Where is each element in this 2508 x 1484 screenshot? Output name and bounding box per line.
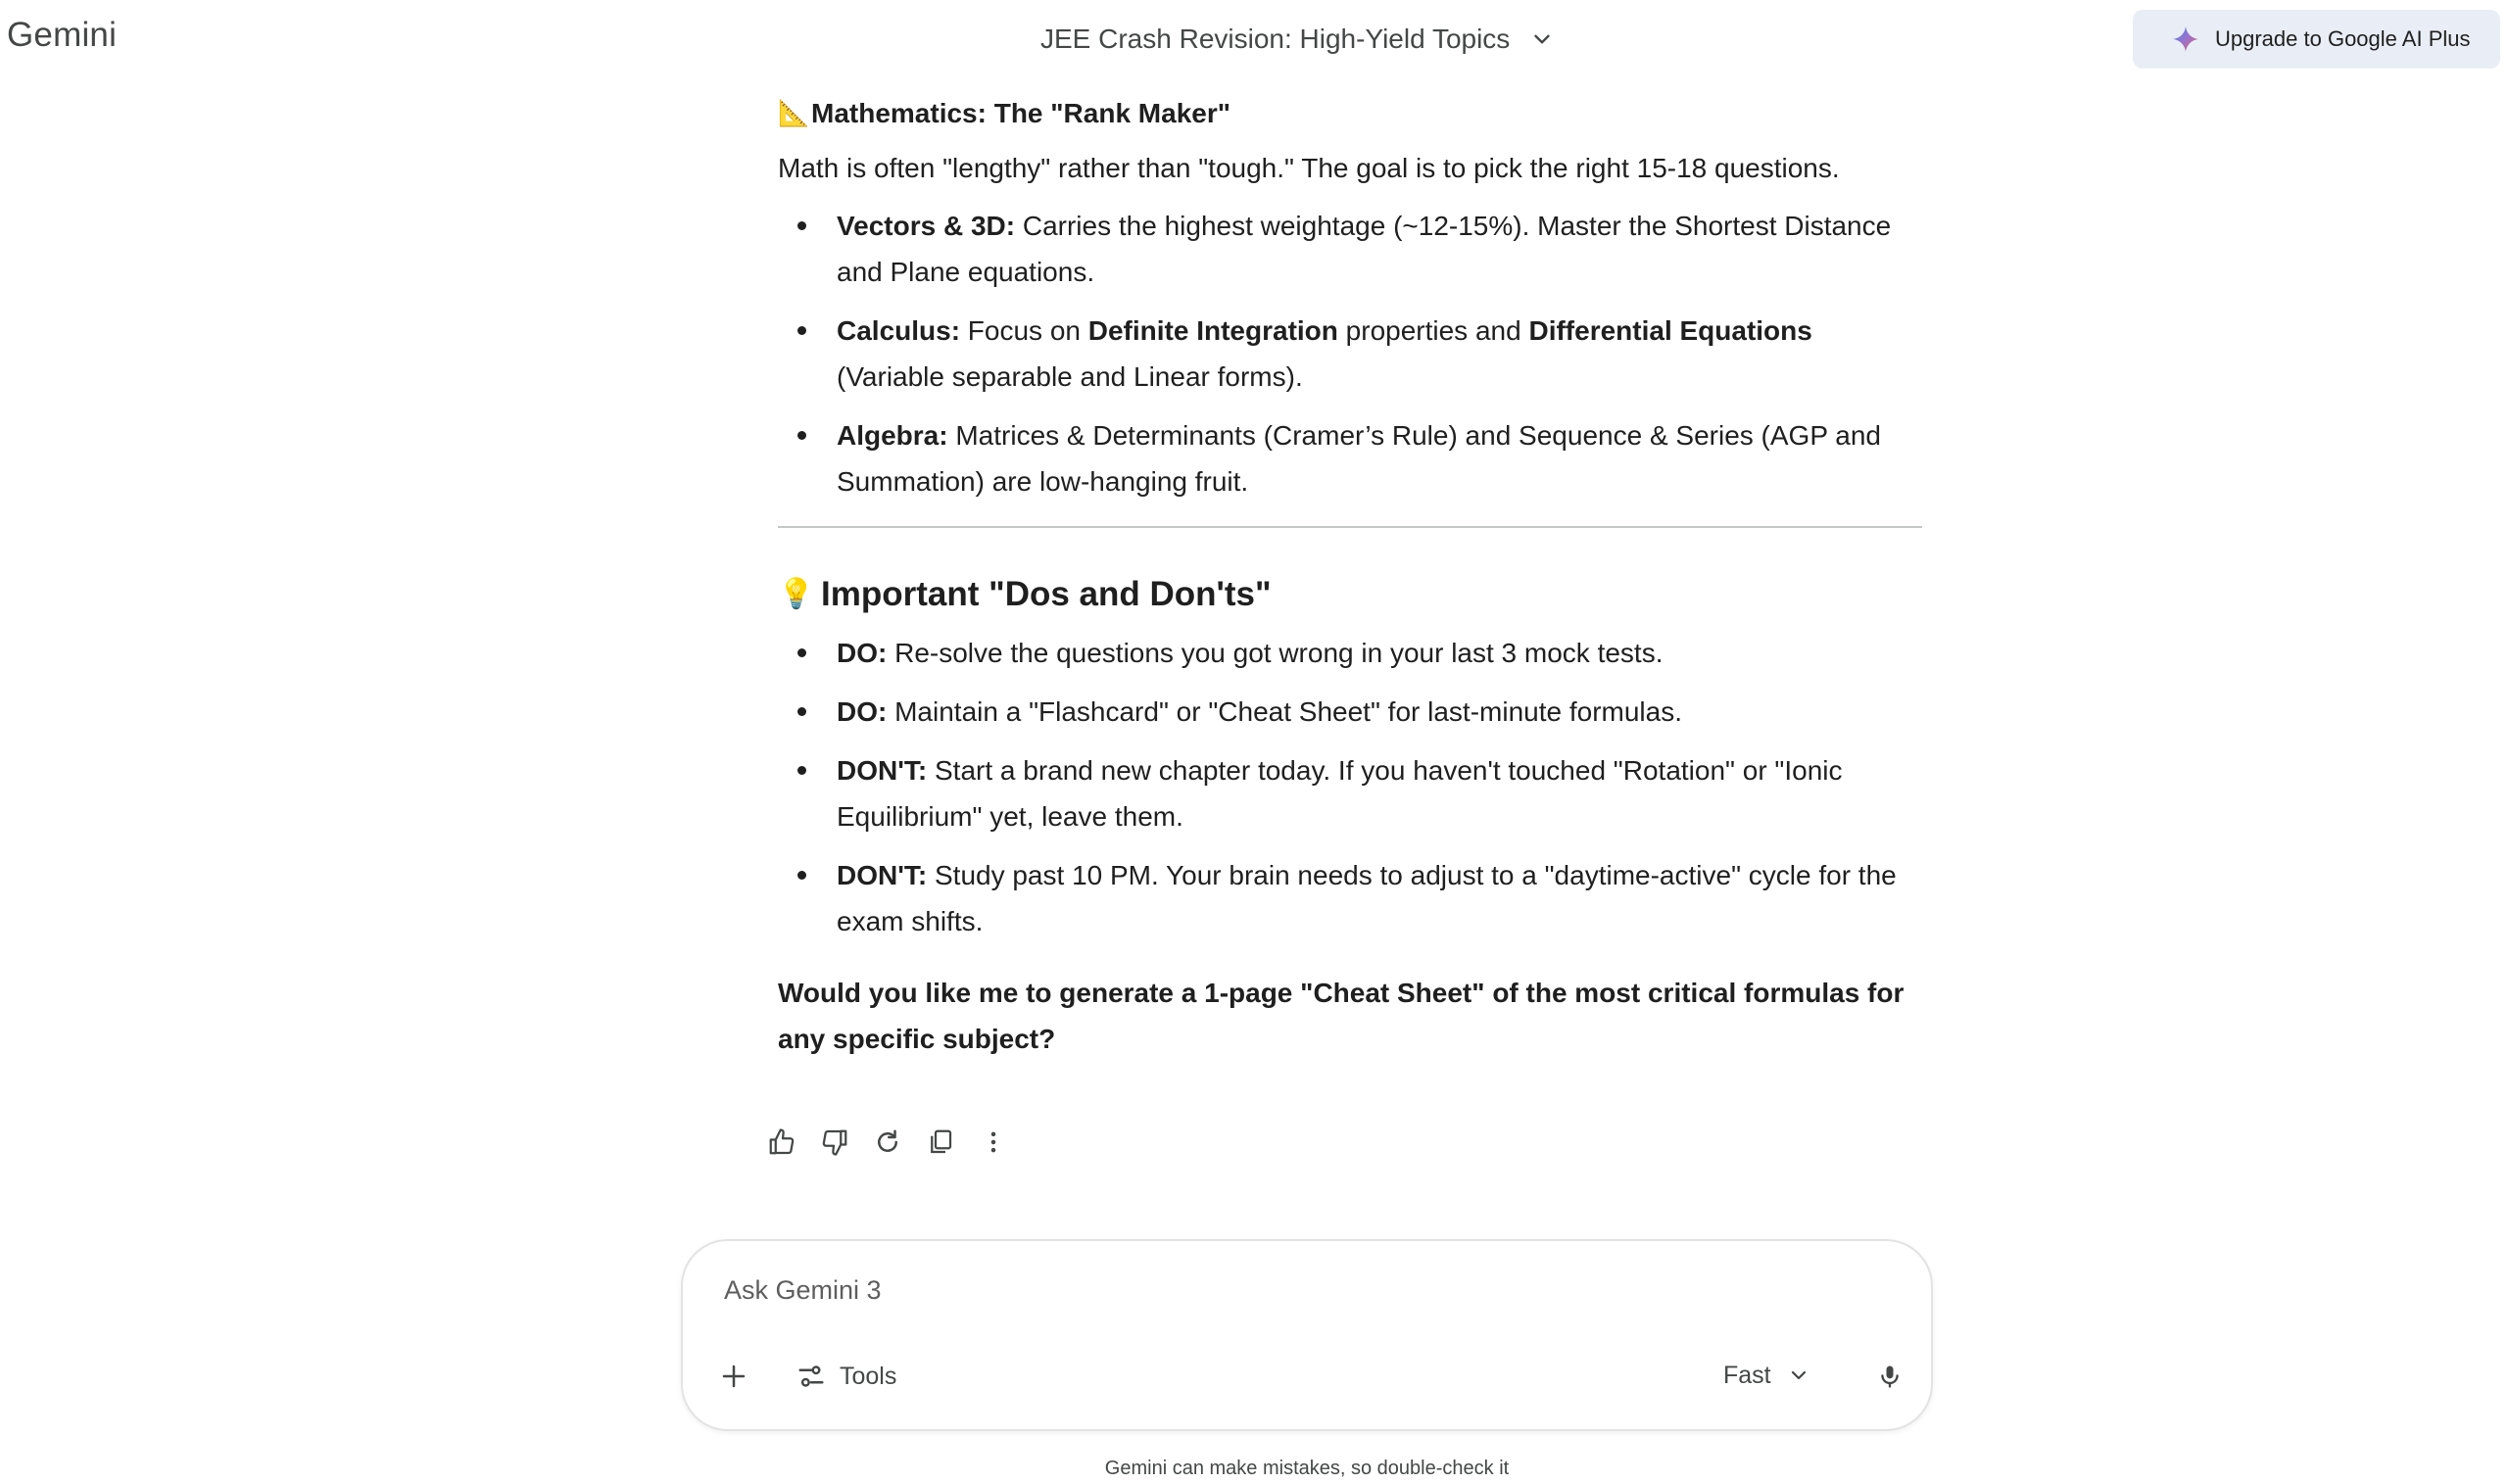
closing-question: Would you like me to generate a 1-page "Cheat Sheet" of the most critical formulas for any specific subject?	[778, 978, 1905, 1054]
bullet-text: Re-solve the questions you got wrong in your last 3 mock tests.	[887, 638, 1664, 668]
disclaimer: Gemini can make mistakes, so double-check it	[1104, 1458, 1510, 1479]
response-actions	[762, 1123, 1013, 1162]
microphone-icon	[1876, 1363, 1904, 1390]
microphone-button[interactable]	[1868, 1355, 1911, 1398]
lightbulb-icon: 💡	[778, 577, 815, 610]
conversation-title: JEE Crash Revision: High-Yield Topics	[1040, 24, 1511, 54]
bullet-text: Maintain a "Flashcard" or "Cheat Sheet" for last-minute formulas.	[887, 696, 1682, 727]
list-item	[778, 630, 1922, 676]
more-options-button[interactable]	[974, 1123, 1013, 1162]
bullet-emphasis: Differential Equations	[1528, 315, 1812, 346]
dos-heading-text: Important "Dos and Don'ts"	[821, 574, 1272, 613]
bullet-emphasis: DON'T:	[837, 860, 928, 890]
bullet-dot	[797, 707, 806, 716]
bullet-dot	[797, 871, 806, 880]
prompt-input[interactable]	[722, 1269, 1849, 1312]
list-item	[778, 747, 1922, 839]
list-item	[778, 689, 1922, 735]
mode-label: Fast	[1723, 1361, 1771, 1389]
dos-bullet-list	[778, 630, 1922, 944]
thumbs-down-icon	[820, 1127, 849, 1157]
bullet-text: properties and	[1337, 315, 1529, 346]
math-intro-paragraph: Math is often "lengthy" rather than "tough." The goal is to pick the right 15-18 questions.	[778, 153, 1840, 183]
dos-section-heading	[778, 569, 1922, 618]
thumbs-up-icon	[767, 1127, 796, 1157]
bullet-text: Start a brand new chapter today. If you haven't touched "Rotation" or "Ionic Equilibrium" yet, leave them.	[837, 755, 1843, 832]
add-attachment-button[interactable]	[712, 1355, 755, 1398]
thumbs-down-button[interactable]	[815, 1123, 854, 1162]
triangle-ruler-icon: 📐	[778, 97, 810, 127]
bullet-emphasis: DO:	[837, 638, 888, 668]
regenerate-button[interactable]	[868, 1123, 907, 1162]
tools-label: Tools	[840, 1362, 897, 1390]
model-response	[778, 90, 1922, 1062]
section-divider	[778, 526, 1922, 528]
math-bullet-list	[778, 203, 1922, 504]
bullet-text: Study past 10 PM. Your brain needs to adjust to a "daytime-active" cycle for the exam shifts.	[837, 860, 1897, 936]
math-heading-text: Mathematics: The "Rank Maker"	[811, 97, 1231, 128]
bullet-emphasis: Algebra:	[837, 420, 948, 451]
math-section-heading	[778, 90, 1922, 135]
copy-button[interactable]	[921, 1123, 960, 1162]
model-mode-selector[interactable]	[1723, 1353, 1810, 1398]
thumbs-up-button[interactable]	[762, 1123, 801, 1162]
app-logo[interactable]: Gemini	[7, 16, 118, 54]
bullet-emphasis: DO:	[837, 696, 888, 727]
bullet-text: Matrices & Determinants (Cramer’s Rule) and Sequence & Series (AGP and Summation) are low-hanging fruit.	[837, 420, 1881, 497]
more-options-icon	[979, 1127, 1008, 1157]
bullet-emphasis: DON'T:	[837, 755, 928, 786]
plus-icon	[719, 1362, 748, 1391]
bullet-emphasis: Definite Integration	[1087, 315, 1338, 346]
chevron-down-icon	[1787, 1364, 1810, 1387]
regenerate-icon	[873, 1127, 902, 1157]
tools-icon	[796, 1362, 826, 1391]
bullet-dot	[797, 648, 806, 657]
bullet-emphasis: Vectors & 3D:	[837, 211, 1016, 241]
gemini-sparkle-icon	[2172, 25, 2199, 53]
bullet-dot	[797, 431, 806, 440]
top-bar	[0, 0, 2508, 78]
prompt-composer	[681, 1239, 1933, 1431]
bullet-dot	[797, 221, 806, 230]
list-item	[778, 852, 1922, 944]
conversation-title-dropdown[interactable]	[1040, 20, 1555, 59]
chevron-down-icon	[1529, 26, 1555, 52]
bullet-dot	[797, 326, 806, 335]
bullet-dot	[797, 766, 806, 775]
bullet-emphasis: Calculus:	[837, 315, 961, 346]
upgrade-label: Upgrade to Google AI Plus	[2215, 26, 2471, 51]
list-item	[778, 203, 1922, 295]
bullet-text: Focus on	[960, 315, 1088, 346]
tools-button[interactable]	[796, 1355, 896, 1398]
bullet-text: Carries the highest weightage (~12-15%). Master the Shortest Distance and Plane equations.	[837, 211, 1892, 287]
upgrade-button[interactable]	[2133, 10, 2500, 69]
list-item	[778, 308, 1922, 400]
copy-icon	[926, 1127, 955, 1157]
list-item	[778, 412, 1922, 504]
bullet-text: (Variable separable and Linear forms).	[837, 361, 1303, 392]
